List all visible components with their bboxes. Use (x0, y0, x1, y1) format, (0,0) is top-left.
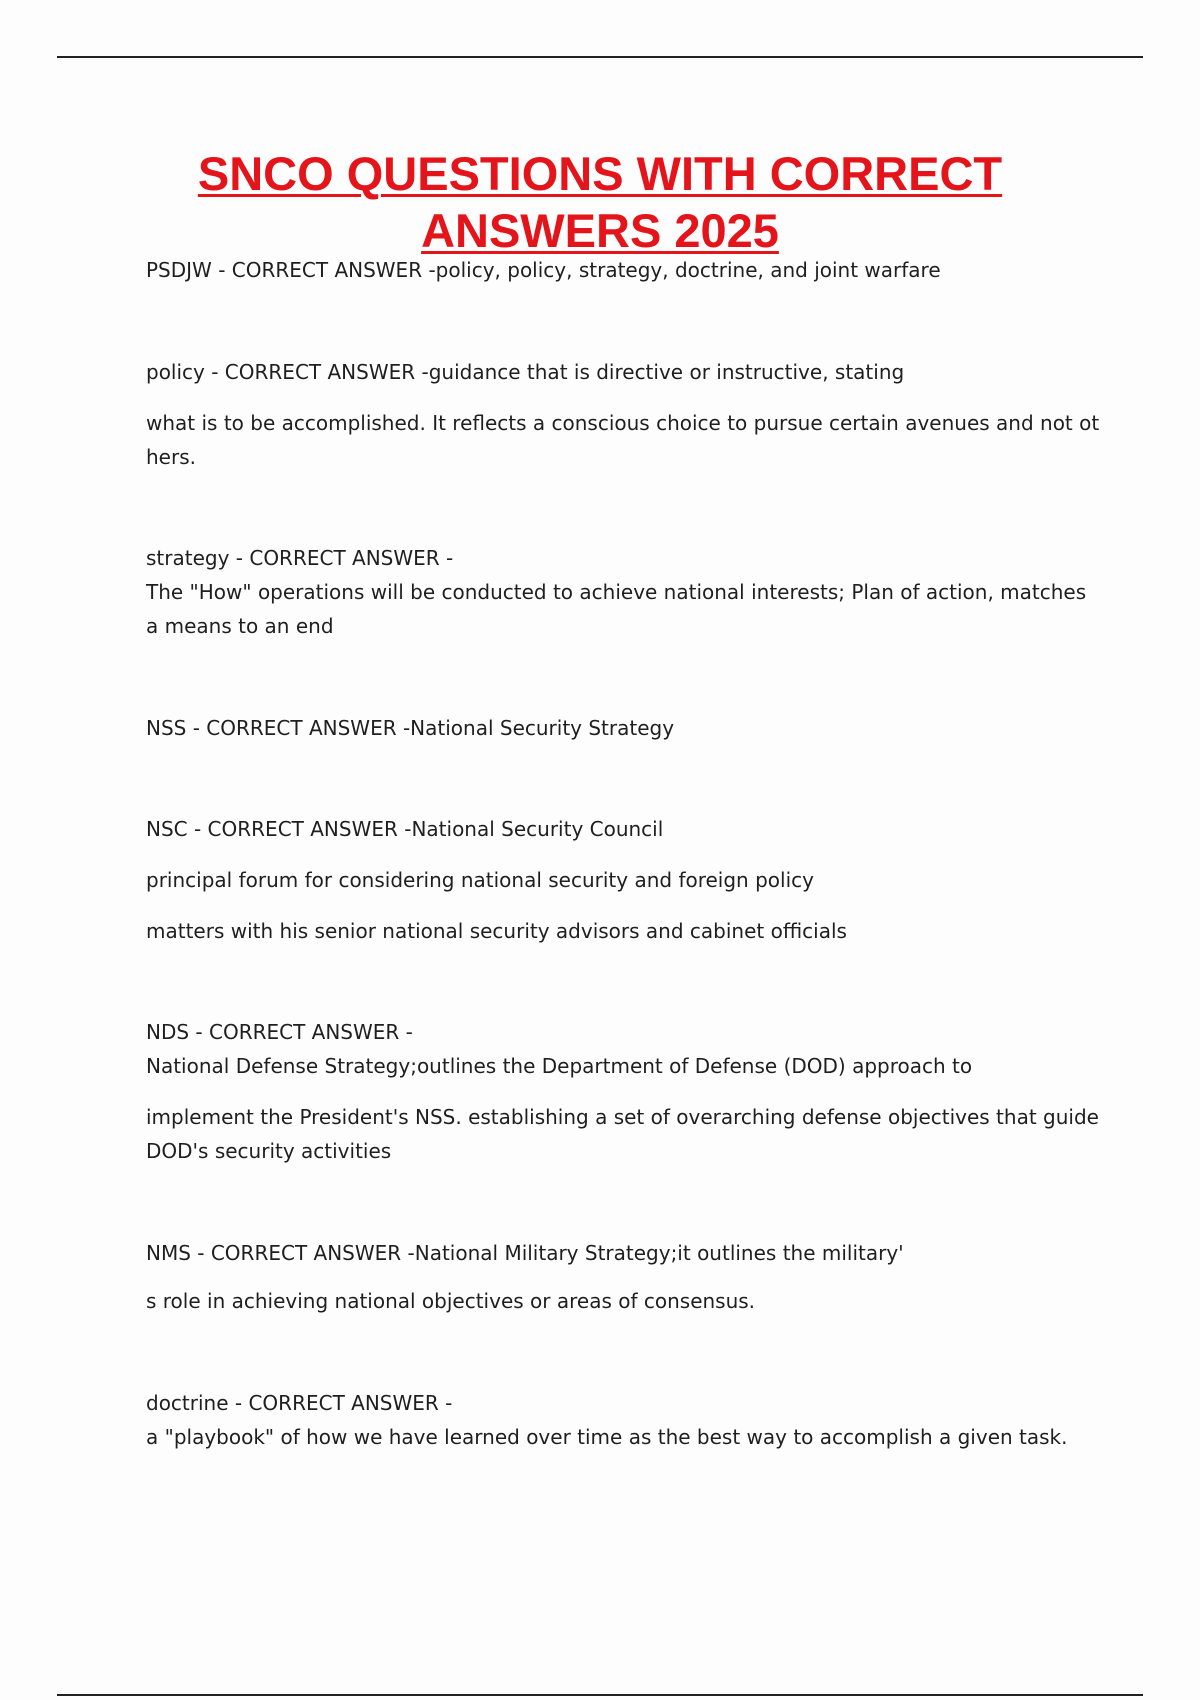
text-line: NDS - CORRECT ANSWER - (146, 1020, 413, 1044)
text-line: strategy - CORRECT ANSWER - (146, 546, 454, 570)
text-line: doctrine - CORRECT ANSWER - (146, 1391, 453, 1415)
text-line: PSDJW - CORRECT ANSWER -policy, policy, strategy, doctrine, and joint warfare (146, 258, 941, 282)
text-line: a means to an end (146, 614, 334, 638)
text-line: policy - CORRECT ANSWER -guidance that is directive or instructive, stating (146, 360, 905, 384)
document-title (0, 145, 1200, 259)
text-line: s role in achieving national objectives or areas of consensus. (146, 1289, 756, 1313)
title-line-2: ANSWERS 2025 (421, 204, 779, 257)
text-line: The "How" operations will be conducted to achieve national interests; Plan of action, matches (146, 580, 1087, 604)
title-line-1: SNCO QUESTIONS WITH CORRECT (197, 147, 1003, 200)
text-line: hers. (146, 445, 196, 469)
text-line: NSC - CORRECT ANSWER -National Security Council (146, 817, 664, 841)
footer-rule (57, 1694, 1143, 1696)
text-line: matters with his senior national security advisors and cabinet officials (146, 919, 847, 943)
text-line: NSS - CORRECT ANSWER -National Security Strategy (146, 716, 675, 740)
text-line: DOD's security activities (146, 1139, 392, 1163)
header-rule (57, 56, 1143, 58)
text-line: what is to be accomplished. It reflects a conscious choice to pursue certain avenues and not ot (146, 411, 1100, 435)
text-line: implement the President's NSS. establishing a set of overarching defense objectives that guide (146, 1105, 1099, 1129)
text-line: National Defense Strategy;outlines the Department of Defense (DOD) approach to (146, 1054, 973, 1078)
text-line: a "playbook" of how we have learned over time as the best way to accomplish a given task. (146, 1425, 1068, 1449)
text-line: principal forum for considering national security and foreign policy (146, 868, 814, 892)
text-line: NMS - CORRECT ANSWER -National Military Strategy;it outlines the military' (146, 1241, 904, 1265)
